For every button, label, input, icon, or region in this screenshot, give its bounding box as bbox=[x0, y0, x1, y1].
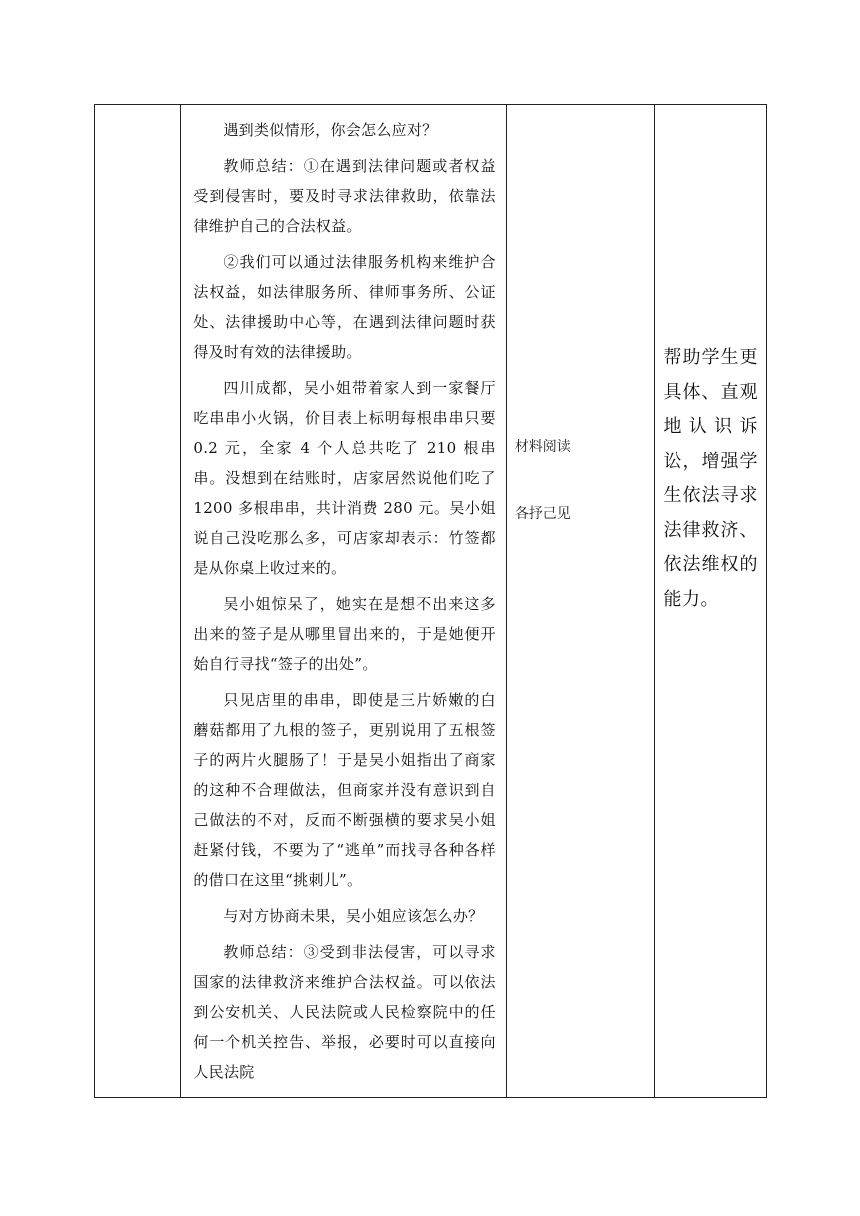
teaching-content bbox=[181, 105, 505, 1087]
content-paragraph: 只见店里的串串，即使是三片娇嫩的白蘑菇都用了九根的签子，更别说用了五根签子的两片火腿肠了！于是吴小姐指出了商家的这种不合理做法，但商家并没有意识到自己做法的不对，反而不断强横的要求吴小姐赶紧付钱，不要为了“逃单”而找寻各种各样的借口在这里“挑刺儿”。 bbox=[193, 691, 496, 889]
stage-cell bbox=[95, 105, 181, 1098]
design-intent-text: 帮助学生更具体、直观地认识诉讼，增强学生依法寻求法律救济、依法维权的能力。 bbox=[663, 347, 758, 610]
activity-discussion: 各抒己见 bbox=[514, 506, 571, 522]
lesson-table bbox=[94, 104, 767, 1098]
student-activity-cell bbox=[506, 105, 655, 1098]
lesson-row bbox=[95, 105, 767, 1098]
activity-material-reading: 材料阅读 bbox=[514, 439, 571, 455]
content-paragraph: 四川成都，吴小姐带着家人到一家餐厅吃串串小火锅，价目表上标明每根串串只要 0.2 元，全家 4 个人总共吃了 210 根串串。没想到在结账时，店家居然说他们吃了 1200 多根串串，共计消费 280 元。吴小姐说自己没吃那么多，可店家却表示：竹签都是从你桌上收过来的。 bbox=[193, 379, 496, 577]
teaching-content-cell bbox=[181, 105, 506, 1098]
content-paragraph: 吴小姐惊呆了，她实在是想不出来这多出来的签子是从哪里冒出来的，于是她便开始自行寻找“签子的出处”。 bbox=[193, 595, 496, 673]
content-paragraph: 教师总结：③受到非法侵害，可以寻求国家的法律救济来维护合法权益。可以依法到公安机关、人民法院或人民检察院中的任何一个机关控告、举报，必要时可以直接向人民法院 bbox=[193, 943, 496, 1081]
content-paragraph: 教师总结：①在遇到法律问题或者权益受到侵害时，要及时寻求法律救助，依靠法律维护自己的合法权益。 bbox=[193, 157, 496, 235]
design-intent-cell bbox=[655, 105, 767, 1098]
content-paragraph: 与对方协商未果，吴小姐应该怎么办？ bbox=[223, 907, 484, 925]
content-paragraph: 遇到类似情形，你会怎么应对？ bbox=[223, 121, 438, 139]
content-paragraph: ②我们可以通过法律服务机构来维护合法权益，如法律服务所、律师事务所、公证处、法律援助中心等，在遇到法律问题时获得及时有效的法律援助。 bbox=[193, 253, 496, 361]
